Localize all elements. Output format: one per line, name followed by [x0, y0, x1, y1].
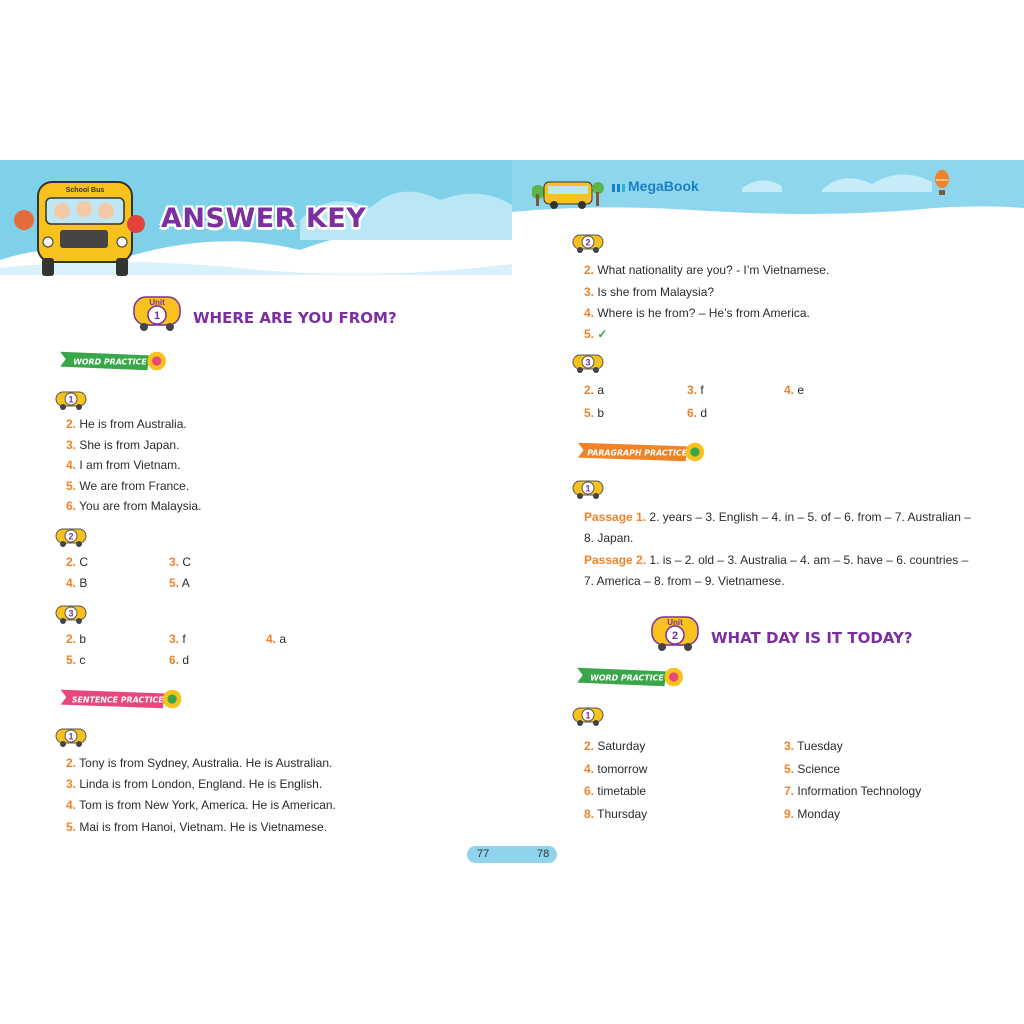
list-item: 4. Tom is from New York, America. He is American. — [66, 798, 336, 812]
paragraph-practice-label: PARAGRAPH PRACTICE — [587, 448, 688, 458]
small-bus-icon — [532, 174, 604, 210]
brand-logo: MegaBook — [628, 178, 699, 194]
list-item: 4. tomorrow — [584, 762, 648, 776]
list-item: 5. b — [584, 406, 605, 420]
page-number-right: 78 — [537, 848, 550, 860]
list-item: 2. a — [584, 383, 605, 397]
sentence-exercise-1-car-icon — [54, 726, 88, 748]
word-practice-badge — [54, 348, 174, 374]
list-item: 6. d — [169, 653, 190, 667]
sentence-exercise-3-car-icon — [571, 352, 605, 374]
list-item: 3. C — [169, 555, 192, 569]
list-item: 6. d — [687, 406, 708, 420]
passage-1-line-1: Passage 1. 2. years – 3. English – 4. in – 5. of – 6. from – 7. Australian – — [584, 510, 971, 524]
svg-text:3: 3 — [68, 608, 74, 619]
unit-2-exercise-1-car-icon — [571, 705, 605, 727]
svg-text:1: 1 — [585, 483, 591, 494]
svg-text:1: 1 — [68, 394, 74, 405]
unit-2-word: Unit — [667, 618, 683, 627]
exercise-3-car-icon — [54, 603, 88, 625]
check-mark-icon: ✓ — [597, 327, 608, 341]
unit-1-word: Unit — [149, 298, 165, 307]
sentence-practice-label: SENTENCE PRACTICE — [71, 695, 164, 705]
list-item: 5. Mai is from Hanoi, Vietnam. He is Vietnamese. — [66, 820, 328, 834]
balloon-icon — [933, 170, 951, 196]
page-number-bar — [467, 846, 557, 863]
unit-1-number: 1 — [153, 310, 161, 322]
list-item: 4. B — [66, 576, 88, 590]
page-title: ANSWER KEY — [161, 203, 367, 234]
list-item: 9. Monday — [784, 807, 841, 821]
list-item: 2. What nationality are you? - I’m Vietnamese. — [584, 263, 830, 277]
list-item: 3. She is from Japan. — [66, 438, 180, 452]
list-item: 3. f — [169, 632, 186, 646]
passage-2-line-1: Passage 2. 1. is – 2. old – 3. Australia – 4. am – 5. have – 6. countries – — [584, 553, 969, 567]
paragraph-exercise-1-car-icon — [571, 478, 605, 500]
passage-1-line-2: 8. Japan. — [584, 531, 634, 545]
svg-text:3: 3 — [585, 357, 591, 368]
list-item: 5. A — [169, 576, 190, 590]
unit-2-title: WHAT DAY IS IT TODAY? — [711, 629, 913, 647]
list-item: 2. Tony is from Sydney, Australia. He is Australian. — [66, 756, 333, 770]
school-bus-icon — [12, 178, 148, 278]
unit-1-title: WHERE ARE YOU FROM? — [193, 309, 397, 327]
unit-2-number: 2 — [671, 630, 679, 642]
list-item: 5. Science — [784, 762, 841, 776]
list-item: 3. f — [687, 383, 704, 397]
unit-2-car-icon — [648, 613, 702, 653]
list-item: 4. a — [266, 632, 287, 646]
sentence-practice-badge — [54, 686, 190, 712]
list-item: 3. Is she from Malaysia? — [584, 285, 715, 299]
sentence-exercise-2-car-icon — [571, 232, 605, 254]
list-item: 3. Linda is from London, England. He is English. — [66, 777, 323, 791]
list-item: 2. C — [66, 555, 89, 569]
exercise-1-car-icon — [54, 389, 88, 411]
list-item: 4. Where is he from? – He’s from America. — [584, 306, 810, 320]
list-item: 4. I am from Vietnam. — [66, 458, 181, 472]
megabook-logo-icon — [612, 182, 626, 194]
svg-text:1: 1 — [68, 731, 74, 742]
list-item: 5. c — [66, 653, 86, 667]
page-number-left: 77 — [477, 848, 490, 860]
list-item: 3. Tuesday — [784, 739, 843, 753]
list-item: 6. You are from Malaysia. — [66, 499, 202, 513]
unit-1-car-icon — [130, 293, 184, 333]
word-practice-label-unit-2: WORD PRACTICE — [590, 673, 664, 683]
svg-text:2: 2 — [68, 531, 74, 542]
passage-2-line-2: 7. America – 8. from – 9. Vietnamese. — [584, 574, 785, 588]
list-item: 6. timetable — [584, 784, 647, 798]
svg-text:1: 1 — [585, 710, 591, 721]
word-practice-label: WORD PRACTICE — [73, 357, 147, 367]
list-item: 7. Information Technology — [784, 784, 922, 798]
paragraph-practice-badge — [571, 439, 713, 465]
word-practice-badge-unit-2 — [571, 664, 691, 690]
list-item: 4. e — [784, 383, 805, 397]
list-item: 5. ✓ — [584, 327, 608, 341]
list-item: 2. Saturday — [584, 739, 646, 753]
list-item: 2. He is from Australia. — [66, 417, 187, 431]
list-item: 8. Thursday — [584, 807, 648, 821]
list-item: 5. We are from France. — [66, 479, 190, 493]
exercise-2-car-icon — [54, 526, 88, 548]
svg-text:2: 2 — [585, 237, 591, 248]
list-item: 2. b — [66, 632, 87, 646]
bus-sign-text: School Bus — [65, 187, 105, 194]
